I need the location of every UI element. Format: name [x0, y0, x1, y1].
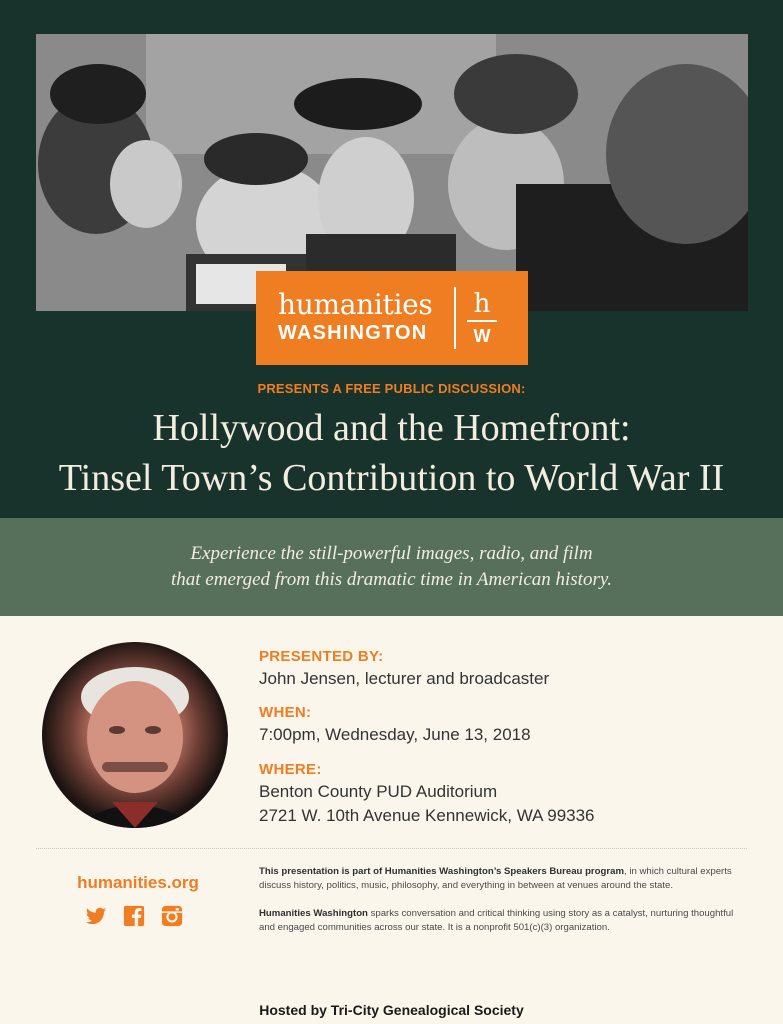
where-address: 2721 W. 10th Avenue Kennewick, WA 99336 [259, 806, 595, 825]
presented-by-value: John Jensen, lecturer and broadcaster [259, 669, 550, 688]
event-title-line1: Hollywood and the Homefront: [152, 407, 631, 449]
logo-monogram-h: h [473, 289, 491, 319]
humanities-washington-logo [256, 271, 528, 365]
where-venue: Benton County PUD Auditorium [259, 782, 498, 801]
section-divider [36, 848, 747, 849]
where-label: WHERE: [259, 761, 322, 778]
organization-rest: sparks conversation and critical thinking using story as a catalyst, nurturing thoughtful and engaged communities across our state. It is a nonprofit 501(c)(3) organization. [259, 908, 734, 933]
logo-monogram [456, 290, 508, 346]
presents-label: PRESENTS A FREE PUBLIC DISCUSSION: [257, 381, 526, 396]
event-title-line2: Tinsel Town’s Contribution to World War II [58, 457, 725, 499]
wwii-airmen-photo [36, 34, 748, 311]
website-link[interactable]: humanities.org [77, 873, 199, 892]
twitter-icon[interactable] [85, 905, 107, 927]
tagline-line1: Experience the still-powerful images, radio, and film [190, 543, 593, 564]
facebook-icon[interactable] [123, 905, 145, 927]
presented-by-block [259, 648, 549, 691]
speaker-portrait [42, 642, 228, 828]
host-credit: Hosted by Tri-City Genealogical Society [259, 1002, 524, 1018]
logo-text-washington: WASHINGTON [278, 322, 428, 344]
speakers-bureau-bold: This presentation is part of Humanities Washington’s Speakers Bureau program [259, 866, 624, 877]
presented-by-label: PRESENTED BY: [259, 648, 384, 665]
when-block [259, 704, 531, 747]
social-links [85, 905, 183, 927]
logo-text-humanities: humanities [278, 288, 433, 321]
where-block [259, 761, 595, 828]
instagram-icon[interactable] [161, 905, 183, 927]
speakers-bureau-rest: , in which cultural experts discuss history, politics, music, philosophy, and everything in between at venues around the state. [259, 866, 732, 891]
tagline-band [0, 518, 783, 616]
organization-note [259, 907, 749, 935]
speakers-bureau-note [259, 865, 749, 893]
when-label: WHEN: [259, 704, 312, 721]
when-value: 7:00pm, Wednesday, June 13, 2018 [259, 725, 531, 744]
logo-monogram-w: W [473, 326, 491, 346]
logo-monogram-rule [467, 320, 497, 322]
tagline-line2: that emerged from this dramatic time in American history. [170, 569, 612, 590]
organization-bold: Humanities Washington [259, 908, 368, 919]
